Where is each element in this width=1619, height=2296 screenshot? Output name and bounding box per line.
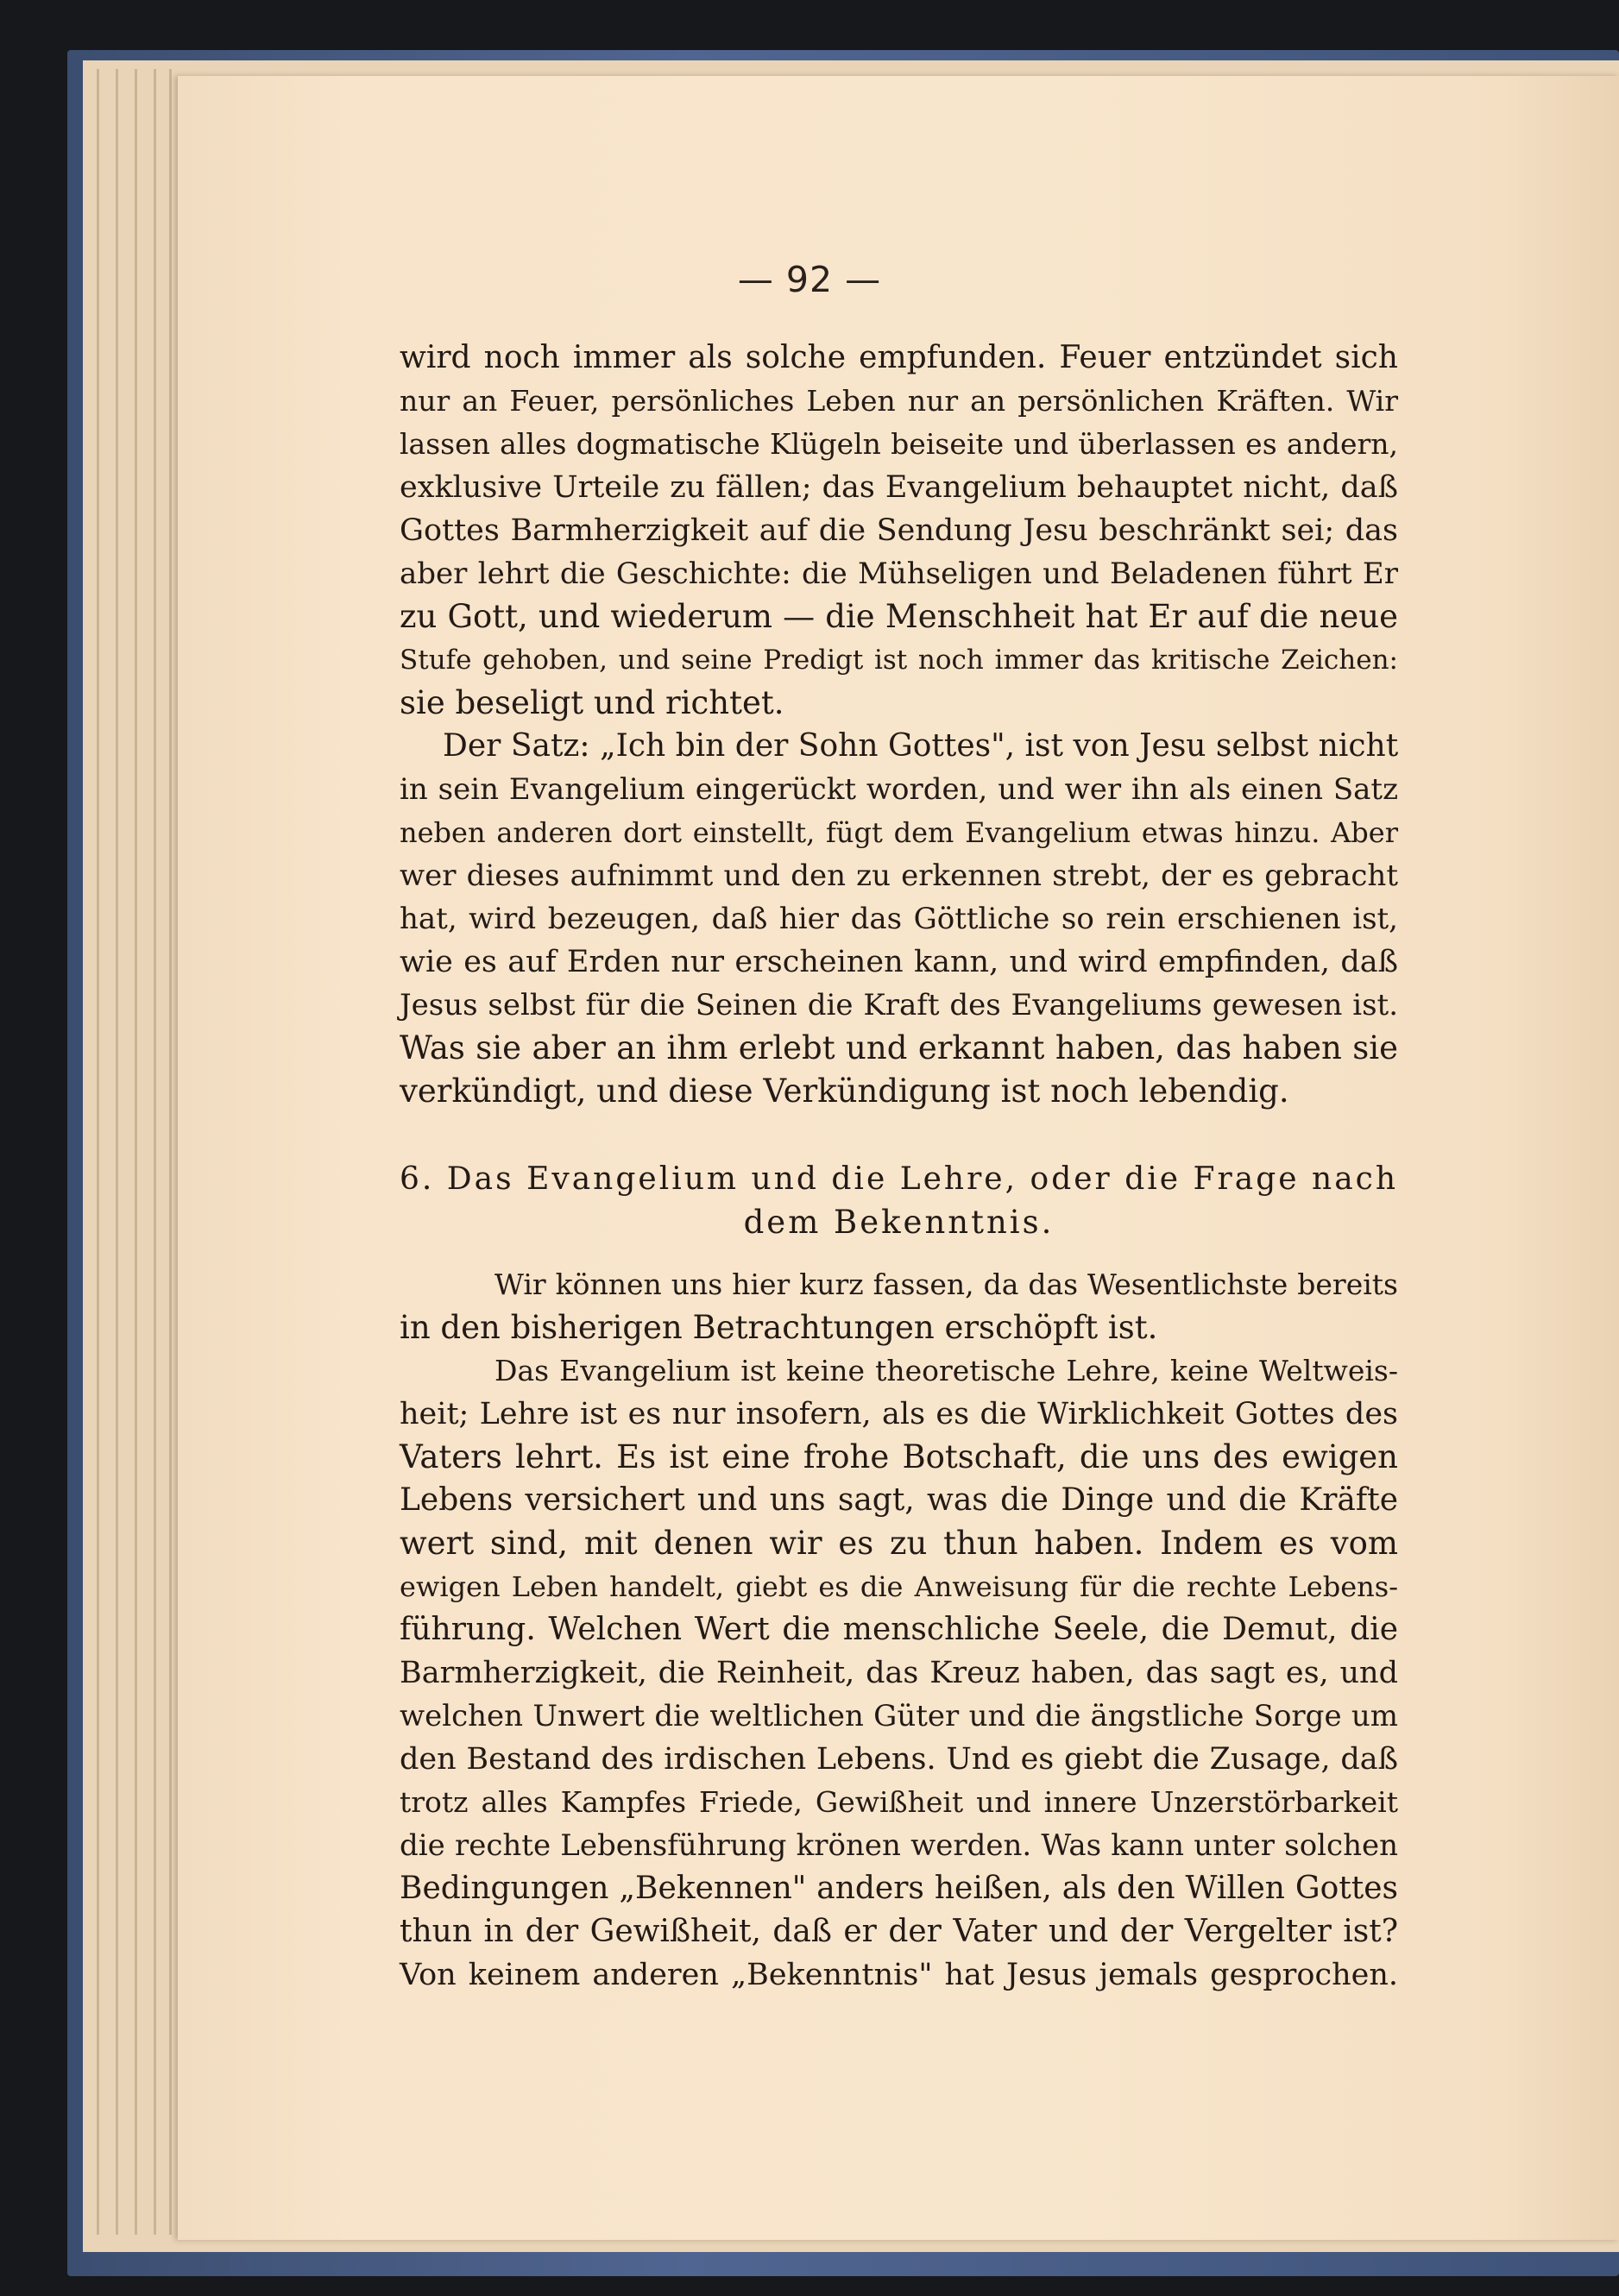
paragraph-3	[400, 1263, 1398, 1349]
text-line: thun in der Gewißheit, daß er der Vater und der Vergelter ist?	[400, 1914, 1398, 1949]
text-line: heit; Lehre ist es nur insofern, als es die Wirklichkeit Gottes des	[400, 1397, 1398, 1431]
text-line: lassen alles dogmatische Klügeln beiseite und überlassen es andern,	[400, 427, 1398, 461]
text-line: neben anderen dort einstellt, fügt dem Evangelium etwas hinzu. Aber	[400, 816, 1398, 849]
text-line: exklusive Urteile zu fällen; das Evangelium behauptet nicht, daß	[400, 470, 1398, 505]
heading-line: dem Bekenntnis.	[743, 1204, 1055, 1241]
text-line: Bedingungen „Bekennen" anders heißen, als den Willen Gottes	[400, 1871, 1398, 1906]
text-line: Was sie aber an ihm erlebt und erkannt haben, das haben sie	[400, 1029, 1398, 1066]
text-line: Wir können uns hier kurz fassen, da das Wesentlichste bereits	[495, 1268, 1398, 1301]
text-line: sie beseligt und richtet.	[400, 684, 784, 721]
text-line: verkündigt, und diese Verkündigung ist noch lebendig.	[400, 1073, 1289, 1110]
page-edge	[97, 69, 99, 2235]
paragraph-1	[400, 337, 1398, 725]
page-edge	[169, 69, 172, 2235]
page-edge	[154, 69, 156, 2235]
text-line: führung. Welchen Wert die menschliche Seele, die Demut, die	[400, 1612, 1398, 1647]
text-line: in den bisherigen Betrachtungen erschöpft ist.	[400, 1309, 1158, 1346]
text-line: hat, wird bezeugen, daß hier das Göttliche so rein erschienen ist,	[400, 902, 1398, 936]
page-edge	[135, 69, 137, 2235]
text-line: Das Evangelium ist keine theoretische Lehre, keine Weltweis-	[495, 1354, 1398, 1387]
page-number: — 92 —	[737, 259, 882, 300]
text-line: Gottes Barmherzigkeit auf die Sendung Jesu beschränkt sei; das	[400, 513, 1398, 548]
text-line: Der Satz: „Ich bin der Sohn Gottes", ist von Jesu selbst nicht	[443, 728, 1399, 764]
text-line: ewigen Leben handelt, giebt es die Anweisung für die rechte Lebens-	[400, 1570, 1398, 1603]
text-line: Vaters lehrt. Es ist eine frohe Botschaft, die uns des ewigen	[400, 1438, 1398, 1475]
text-line: wird noch immer als solche empfunden. Feuer entzündet sich	[400, 340, 1398, 375]
text-line: trotz alles Kampfes Friede, Gewißheit und innere Unzerstörbarkeit	[400, 1785, 1398, 1819]
text-line: wert sind, mit denen wir es zu thun haben. Indem es vom	[400, 1525, 1398, 1562]
text-line: welchen Unwert die weltlichen Güter und die ängstliche Sorge um	[400, 1699, 1398, 1733]
text-line: Barmherzigkeit, die Reinheit, das Kreuz haben, das sagt es, und	[400, 1656, 1398, 1690]
page-text	[400, 337, 1398, 1997]
text-line: Stufe gehoben, und seine Predigt ist noch immer das kritische Zeichen:	[400, 645, 1398, 676]
text-line: Jesus selbst für die Seinen die Kraft des Evangeliums gewesen ist.	[400, 988, 1398, 1022]
text-line: Lebens versichert und uns sagt, was die Dinge und die Kräfte	[400, 1482, 1398, 1518]
text-line: den Bestand des irdischen Lebens. Und es giebt die Zusage, daß	[400, 1742, 1398, 1777]
section-heading	[400, 1158, 1398, 1244]
paragraph-4	[400, 1349, 1398, 1997]
text-line: nur an Feuer, persönliches Leben nur an persönlichen Kräften. Wir	[400, 384, 1398, 418]
text-line: zu Gott, und wiederum — die Menschheit hat Er auf die neue	[400, 598, 1398, 635]
text-line: aber lehrt die Geschichte: die Mühseligen und Beladenen führt Er	[400, 557, 1398, 591]
page-edge	[116, 69, 118, 2235]
paragraph-2	[400, 725, 1398, 1113]
text-line: die rechte Lebensführung krönen werden. Was kann unter solchen	[400, 1828, 1398, 1863]
text-line: wie es auf Erden nur erscheinen kann, und wird empfinden, daß	[400, 945, 1398, 979]
text-line: wer dieses aufnimmt und den zu erkennen strebt, der es gebracht	[400, 859, 1398, 893]
text-line: Von keinem anderen „Bekenntnis" hat Jesus jemals gesprochen.	[400, 1958, 1398, 1992]
heading-line: 6. Das Evangelium und die Lehre, oder die Frage nach	[400, 1161, 1398, 1197]
text-line: in sein Evangelium eingerückt worden, und wer ihn als einen Satz	[400, 772, 1398, 807]
